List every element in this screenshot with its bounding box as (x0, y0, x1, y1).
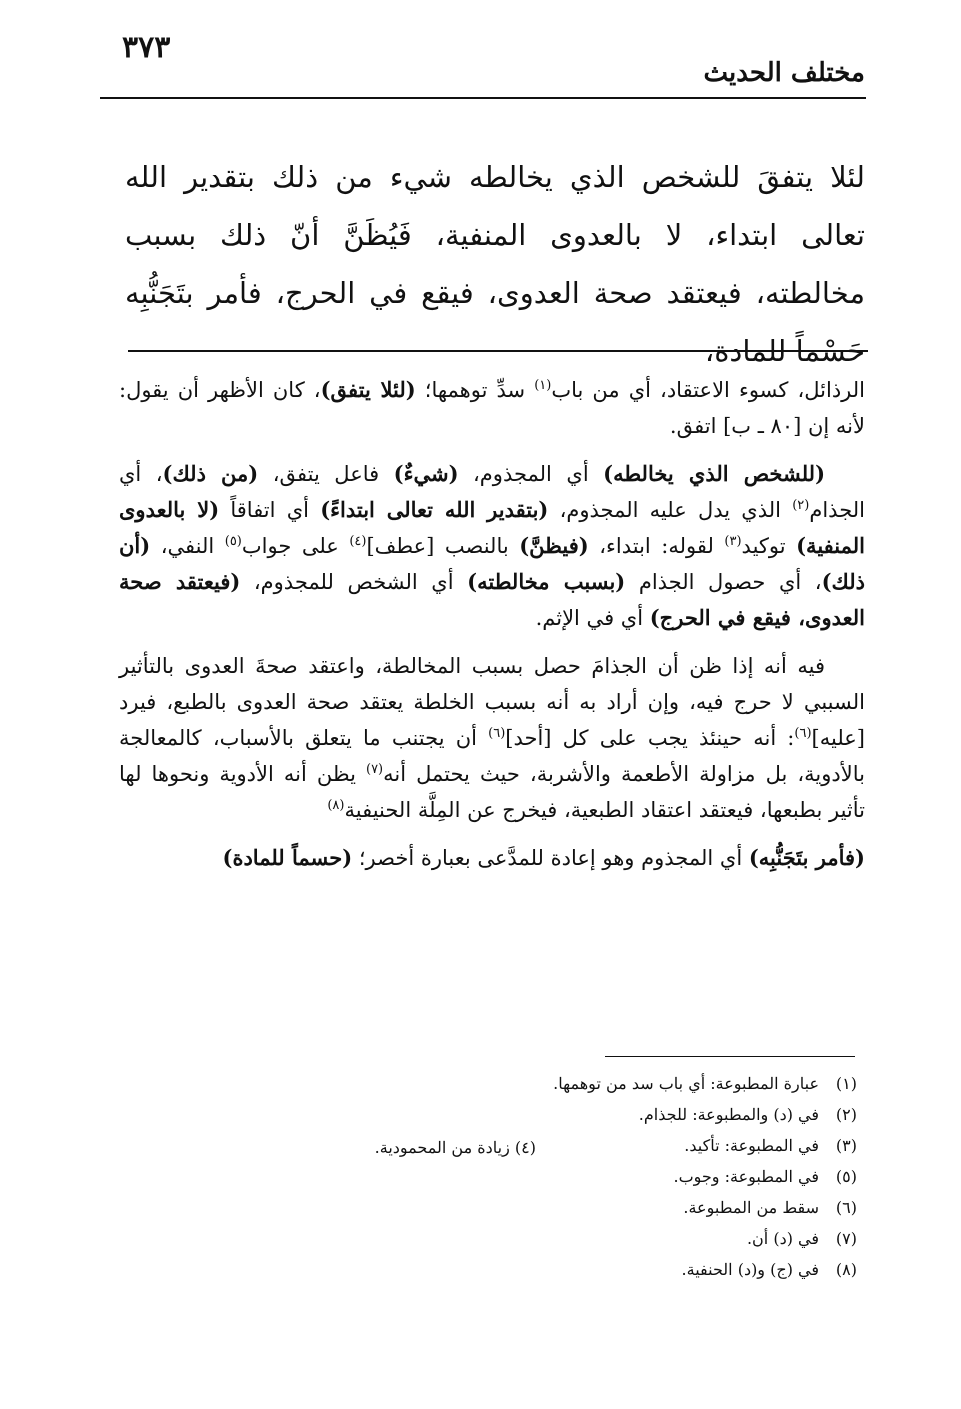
text-run: فيه أنه إذا ظن أن الجذامَ حصل بسبب المخالطة، واعتقد صحةَ العدوى بالتأثير السببي لا حرج فيه، وإن أراد به أنه بسبب الخلطة يعتقد صحة العدوى بالطبع، فيرد [عليه] (119, 654, 865, 750)
footnote-text: عبارة المطبوعة: أي باب سد من توهمها. (553, 1074, 819, 1093)
commentary-paragraph-2 (119, 456, 865, 636)
footnote-rule (605, 1056, 855, 1057)
text-run: بالنصب [عطف] (366, 534, 520, 558)
footnotes-list (417, 1068, 857, 1285)
quoted-phrase: (بتقدير الله تعالى ابتداءً) (320, 497, 549, 522)
quoted-phrase: (أن ذلك) (119, 533, 865, 594)
quoted-phrase: (شيءٌ) (393, 461, 459, 486)
footnote-text: زيادة من المحمودية. (374, 1138, 510, 1157)
text-run: الرذائل، كسوء الاعتقاد، أي من باب (551, 378, 865, 402)
footnote-text: في المطبوعة: تأكيد. (684, 1136, 819, 1155)
quoted-phrase: (لئلا يتفق) (320, 377, 416, 402)
footnote-number: (٣) (835, 1136, 857, 1155)
footnote-ref: (٢) (792, 498, 810, 513)
text-run: أن يجتنب ما يتعلق بالأسباب، كالمعالجة بالأدوية، بل مزاولة الأطعمة والأشربة، حيث يحتمل أنه (119, 726, 865, 786)
text-run: يظن أنه الأدوية ونحوها لها تأثير بطبعها، فيعتقد اعتقاد الطبعية، فيخرج عن المِلَّة الحنيفية (119, 762, 865, 822)
commentary-paragraph-4 (119, 840, 865, 876)
commentary-paragraph-3 (119, 648, 865, 828)
text-run: لقوله: ابتداء، (588, 534, 725, 558)
quoted-phrase: (فيعتقد صحة العدوى، فيقع في الحرج) (119, 569, 865, 630)
quoted-phrase: (حسماً للمادة) (222, 845, 353, 870)
footnote-ref: (٥) (224, 534, 242, 549)
quoted-phrase: (فيظنَّ) (519, 533, 589, 558)
text-run: النفي، (150, 534, 225, 558)
text-run: الذي يدل عليه المجذوم، (548, 498, 793, 522)
text-run: أي اتفاقاً (219, 498, 321, 522)
footnote-text: في (ج) و(د) الحنفية. (681, 1260, 819, 1279)
footnote-number: (٧) (835, 1229, 857, 1248)
footnote-ref: (٣) (724, 534, 742, 549)
footnote-number: (١) (835, 1074, 857, 1093)
footnote-number: (٥) (835, 1167, 857, 1186)
commentary-paragraph-1 (119, 372, 865, 444)
page-number: ٣٧٣ (122, 30, 171, 65)
text-run: أي المجذوم وهو إعادة للمدَّعى بعبارة أخصر؛ (352, 846, 749, 870)
footnote-item (417, 1161, 857, 1192)
footnote-text: في (د) والمطبوعة: للجذام. (638, 1105, 819, 1124)
footnote-number: (٨) (835, 1260, 857, 1279)
quoted-phrase: (للشخص الذي يخالطه) (603, 461, 825, 486)
text-run: أي المجذوم، (458, 462, 604, 486)
footnote-ref: (١) (534, 378, 552, 393)
quoted-phrase: (فأمر بتَجَنُّبِه) (748, 845, 865, 870)
text-run: : أنه حينئذ يجب على كل [أحد] (505, 726, 795, 750)
footnote-number: (٦) (835, 1198, 857, 1217)
footnote-ref: (٦) (488, 726, 506, 741)
footnote-item (417, 1068, 857, 1099)
quoted-phrase: (لا بالعدوى المنفية) (119, 497, 865, 558)
footnote-number: (٤) (514, 1138, 536, 1157)
footnote-text: في المطبوعة: وجوب. (673, 1167, 819, 1186)
footnote-text: في (د) أن. (746, 1229, 819, 1248)
main-text-rule (128, 350, 868, 352)
running-head: مختلف الحديث (703, 58, 865, 88)
text-run: فاعل يتفق، (258, 462, 394, 486)
text-run: ، أي حصول الجذام (625, 570, 822, 594)
footnote-ref: (٧) (365, 762, 384, 777)
footnote-ref: (٨) (327, 798, 345, 813)
footnote-item (417, 1223, 857, 1254)
footnote-item (417, 1192, 857, 1223)
text-run: أي في الإثم. (535, 606, 650, 630)
text-run: ، كان الأظهر أن يقول: لأنه إن [٨٠ ـ ب] اتفق. (119, 378, 865, 438)
text-run: على جواب (241, 534, 350, 558)
footnote-ref: (٦) (794, 726, 812, 741)
text-run: ، أي الجذام (119, 462, 865, 522)
footnote-ref: (٤) (349, 534, 367, 549)
quoted-phrase: (بسبب مخالطته) (467, 569, 626, 594)
main-text: لئلا يتفقَ للشخص الذي يخالطه شيء من ذلك بتقدير الله تعالى ابتداء، لا بالعدوى المنفية، فَيُظَنَّ أنّ ذلك بسبب مخالطته، فيعتقد صحة العدوى، فيقع في الحرج، فأمر بتَجَنُّبِه حَسْماً للمادة، (125, 160, 865, 368)
quoted-phrase: (من ذلك) (162, 461, 259, 486)
text-run: توكيد (741, 534, 797, 558)
footnote-item (417, 1099, 857, 1130)
commentary (119, 372, 865, 888)
footnote-item (417, 1254, 857, 1285)
text-run: أي الشخص للمجذوم، (240, 570, 468, 594)
footnote-text: سقط من المطبوعة. (683, 1198, 819, 1217)
footnote-number: (٢) (835, 1105, 857, 1124)
header-rule (100, 97, 866, 99)
text-run: سدِّ توهمها؛ (415, 378, 535, 402)
footnote-item-side (306, 1132, 536, 1163)
